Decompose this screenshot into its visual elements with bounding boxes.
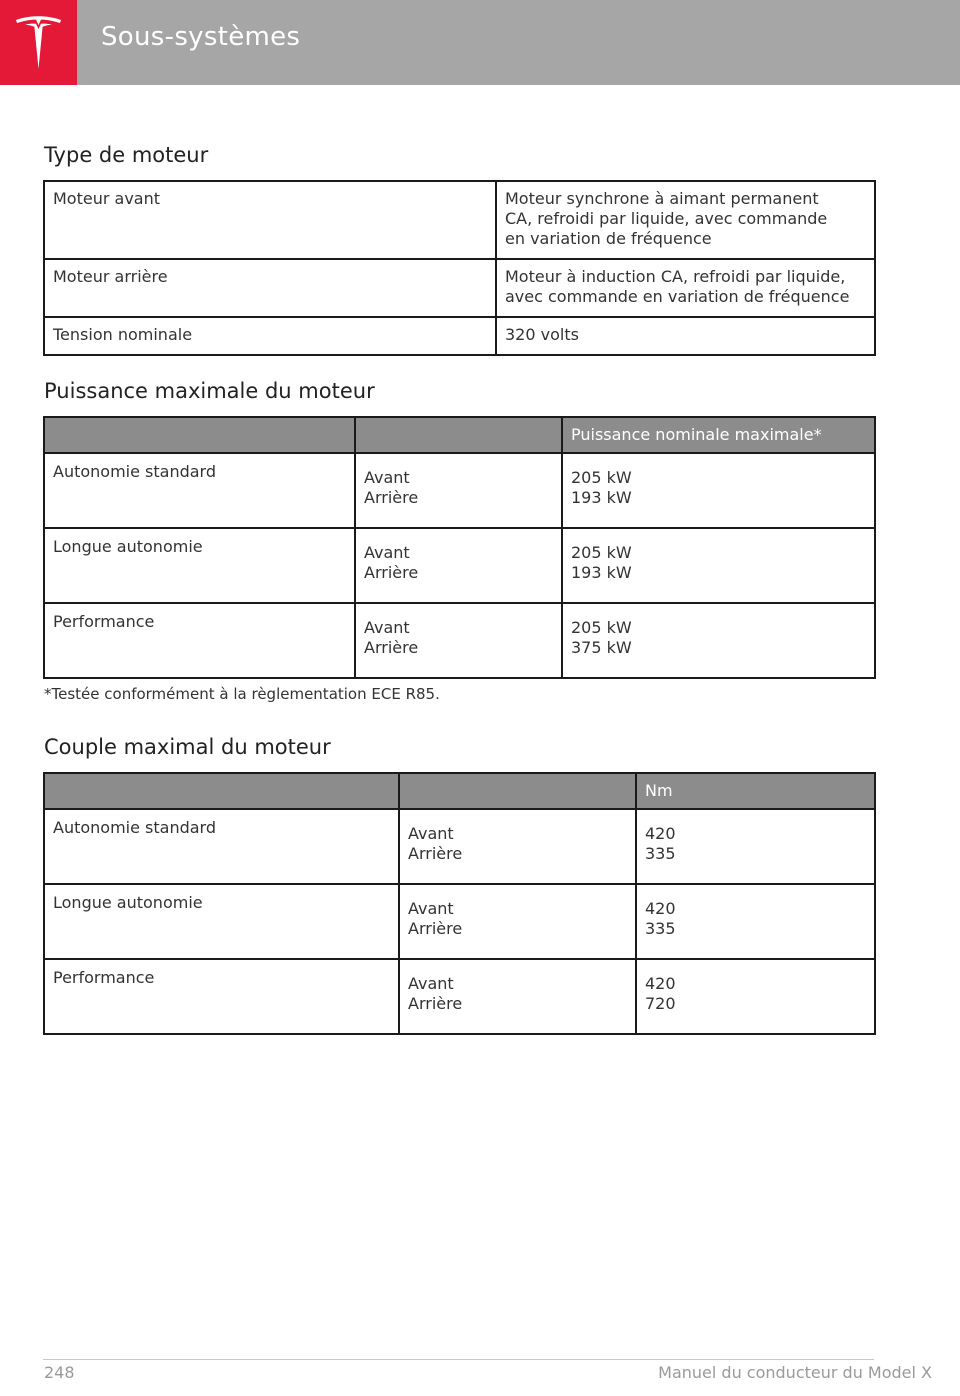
footnote: *Testée conformément à la règlementation ECE R85. — [44, 685, 440, 703]
position-rear: Arrière — [364, 638, 419, 657]
value-front: 420 — [645, 899, 676, 918]
position-front: Avant — [364, 468, 410, 487]
position-front: Avant — [364, 543, 410, 562]
motor-position — [399, 959, 636, 1034]
value-line: avec commande en variation de fréquence — [505, 287, 850, 306]
value-line: Moteur synchrone à aimant permanent — [505, 189, 819, 208]
power-value — [562, 453, 875, 528]
variant-label: Longue autonomie — [44, 884, 399, 959]
value-front: 420 — [645, 824, 676, 843]
motor-position — [399, 884, 636, 959]
position-rear: Arrière — [408, 844, 463, 863]
header-cell-empty — [44, 773, 399, 809]
engine-type-heading: Type de moteur — [44, 143, 209, 167]
table-header-row — [44, 417, 875, 453]
position-rear: Arrière — [408, 994, 463, 1013]
motor-position — [355, 528, 562, 603]
value-line: en variation de fréquence — [505, 229, 712, 248]
position-front: Avant — [408, 974, 454, 993]
table-row — [44, 181, 875, 259]
position-rear: Arrière — [364, 488, 419, 507]
torque-value — [636, 959, 875, 1034]
header-cell-empty — [355, 417, 562, 453]
engine-type-value — [496, 317, 875, 355]
value-front: 420 — [645, 974, 676, 993]
table-row — [44, 453, 875, 528]
variant-label: Performance — [44, 959, 399, 1034]
value-rear: 335 — [645, 919, 676, 938]
table-header-row — [44, 773, 875, 809]
value-rear: 193 kW — [571, 563, 632, 582]
header-cell-empty — [44, 417, 355, 453]
max-power-heading: Puissance maximale du moteur — [44, 379, 375, 403]
variant-label: Autonomie standard — [44, 453, 355, 528]
value-rear: 720 — [645, 994, 676, 1013]
value-front: 205 kW — [571, 543, 632, 562]
page-header — [0, 0, 960, 85]
value-line: Moteur à induction CA, refroidi par liquide, — [505, 267, 846, 286]
torque-value — [636, 809, 875, 884]
page-number: 248 — [44, 1363, 75, 1382]
max-power-table — [43, 416, 876, 679]
value-rear: 375 kW — [571, 638, 632, 657]
engine-type-label: Tension nominale — [44, 317, 496, 355]
tesla-logo-icon — [13, 14, 64, 70]
engine-type-label: Moteur arrière — [44, 259, 496, 317]
footer-divider — [43, 1359, 874, 1360]
position-rear: Arrière — [364, 563, 419, 582]
engine-type-label: Moteur avant — [44, 181, 496, 259]
motor-position — [399, 809, 636, 884]
table-row — [44, 528, 875, 603]
table-row — [44, 603, 875, 678]
max-torque-heading: Couple maximal du moteur — [44, 735, 331, 759]
variant-label: Autonomie standard — [44, 809, 399, 884]
engine-type-table — [43, 180, 876, 356]
value-front: 205 kW — [571, 618, 632, 637]
table-row — [44, 884, 875, 959]
header-cell-empty — [399, 773, 636, 809]
variant-label: Performance — [44, 603, 355, 678]
manual-title: Manuel du conducteur du Model X — [658, 1363, 932, 1382]
position-front: Avant — [408, 824, 454, 843]
table-row — [44, 959, 875, 1034]
page-section-title: Sous-systèmes — [101, 22, 301, 52]
table-row — [44, 317, 875, 355]
value-rear: 335 — [645, 844, 676, 863]
header-cell-max-power: Puissance nominale maximale* — [562, 417, 875, 453]
max-torque-table — [43, 772, 876, 1035]
torque-value — [636, 884, 875, 959]
motor-position — [355, 603, 562, 678]
power-value — [562, 603, 875, 678]
variant-label: Longue autonomie — [44, 528, 355, 603]
header-cell-nm: Nm — [636, 773, 875, 809]
value-line: CA, refroidi par liquide, avec commande — [505, 209, 828, 228]
position-rear: Arrière — [408, 919, 463, 938]
table-row — [44, 259, 875, 317]
engine-type-value — [496, 259, 875, 317]
engine-type-value — [496, 181, 875, 259]
power-value — [562, 528, 875, 603]
table-row — [44, 809, 875, 884]
value-rear: 193 kW — [571, 488, 632, 507]
brand-logo-box — [0, 0, 77, 85]
position-front: Avant — [364, 618, 410, 637]
motor-position — [355, 453, 562, 528]
value-line: 320 volts — [505, 325, 579, 344]
position-front: Avant — [408, 899, 454, 918]
value-front: 205 kW — [571, 468, 632, 487]
